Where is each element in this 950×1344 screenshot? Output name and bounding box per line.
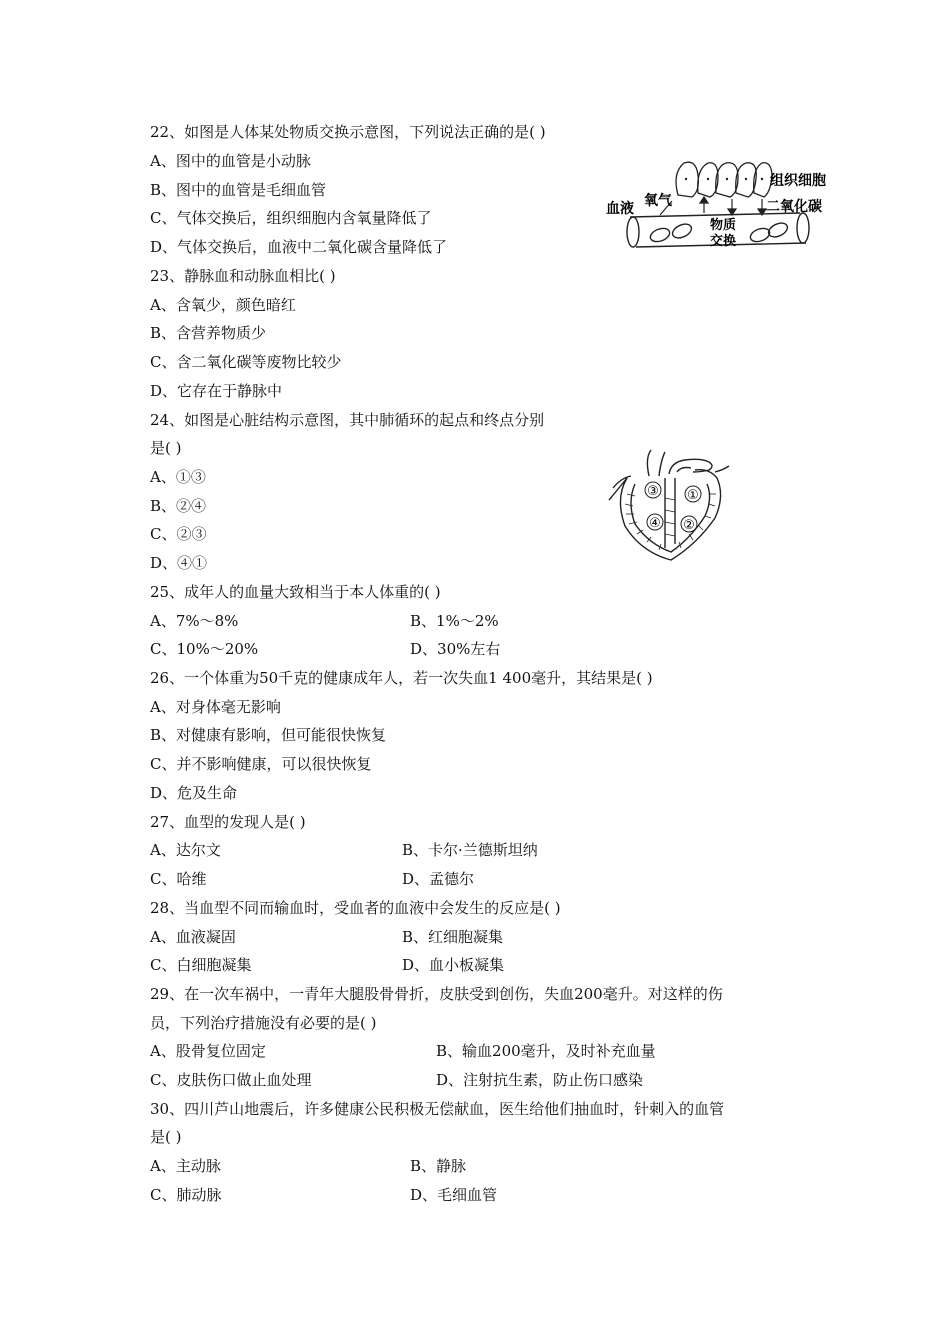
heart-label-3: ③ bbox=[647, 484, 659, 499]
q25-option-c: C、10%～20% bbox=[150, 640, 259, 658]
q29-stem-line2: 员，下列治疗措施没有必要的是( ) bbox=[150, 1014, 377, 1032]
q25-option-a: A、7%～8% bbox=[150, 612, 239, 630]
q26-option-d: D、危及生命 bbox=[150, 784, 238, 802]
figure-label-blood: 血液 bbox=[606, 201, 634, 217]
q27-option-c: C、哈维 bbox=[150, 870, 207, 888]
q29-option-b: B、输血200毫升，及时补充血量 bbox=[436, 1042, 656, 1060]
q29-stem-line1: 29、在一次车祸中，一青年大腿股骨骨折，皮肤受到创伤，失血200毫升。对这样的伤 bbox=[150, 985, 723, 1003]
q24-option-b: B、②④ bbox=[150, 497, 207, 515]
q28-stem: 28、当血型不同而输血时，受血者的血液中会发生的反应是( ) bbox=[150, 899, 561, 917]
q26-option-b: B、对健康有影响，但可能很快恢复 bbox=[150, 726, 387, 744]
q29-option-d: D、注射抗生素，防止伤口感染 bbox=[436, 1071, 644, 1089]
q30-option-a: A、主动脉 bbox=[150, 1157, 221, 1175]
q24-option-c: C、②③ bbox=[150, 525, 207, 543]
q23-option-b: B、含营养物质少 bbox=[150, 324, 267, 342]
q25-option-d: D、30%左右 bbox=[410, 640, 501, 658]
q22-option-c: C、气体交换后，组织细胞内含氧量降低了 bbox=[150, 209, 432, 227]
q24-option-a: A、①③ bbox=[150, 468, 206, 486]
q27-option-d: D、孟德尔 bbox=[402, 870, 475, 888]
q23-stem: 23、静脉血和动脉血相比( ) bbox=[150, 267, 336, 285]
q23-option-a: A、含氧少，颜色暗红 bbox=[150, 296, 296, 314]
material-exchange-figure bbox=[600, 155, 840, 255]
q28-option-b: B、红细胞凝集 bbox=[402, 928, 504, 946]
q26-stem: 26、一个体重为50千克的健康成年人，若一次失血1 400毫升，其结果是( ) bbox=[150, 669, 653, 687]
q30-option-d: D、毛细血管 bbox=[410, 1186, 498, 1204]
q28-option-d: D、血小板凝集 bbox=[402, 956, 505, 974]
q24-stem-line2: 是( ) bbox=[150, 439, 182, 457]
figure-label-exchange: 交换 bbox=[710, 234, 737, 249]
q22-option-a: A、图中的血管是小动脉 bbox=[150, 152, 311, 170]
q28-option-c: C、白细胞凝集 bbox=[150, 956, 252, 974]
q23-option-d: D、它存在于静脉中 bbox=[150, 382, 283, 400]
q24-stem-line1: 24、如图是心脏结构示意图，其中肺循环的起点和终点分别 bbox=[150, 411, 545, 429]
q28-option-a: A、血液凝固 bbox=[150, 928, 236, 946]
q22-stem: 22、如图是人体某处物质交换示意图，下列说法正确的是( ) bbox=[150, 123, 546, 141]
q26-option-c: C、并不影响健康，可以很快恢复 bbox=[150, 755, 372, 773]
figure-label-cells: 组织细胞 bbox=[770, 173, 826, 189]
q30-option-b: B、静脉 bbox=[410, 1157, 467, 1175]
figure-label-oxygen: 氧气 bbox=[644, 193, 672, 209]
q29-option-c: C、皮肤伤口做止血处理 bbox=[150, 1071, 312, 1089]
q23-option-c: C、含二氧化碳等废物比较少 bbox=[150, 353, 342, 371]
figure-label-co2: 二氧化碳 bbox=[766, 199, 822, 215]
heart-label-2: ② bbox=[683, 518, 695, 533]
q27-option-b: B、卡尔·兰德斯坦纳 bbox=[402, 841, 538, 859]
q29-option-a: A、股骨复位固定 bbox=[150, 1042, 266, 1060]
heart-label-1: ① bbox=[687, 488, 699, 503]
heart-structure-figure bbox=[605, 448, 735, 563]
q24-option-d: D、④① bbox=[150, 554, 208, 572]
q30-option-c: C、肺动脉 bbox=[150, 1186, 222, 1204]
q30-stem-line1: 30、四川芦山地震后，许多健康公民积极无偿献血，医生给他们抽血时，针刺入的血管 bbox=[150, 1100, 725, 1118]
q27-option-a: A、达尔文 bbox=[150, 841, 221, 859]
q30-stem-line2: 是( ) bbox=[150, 1128, 182, 1146]
q25-stem: 25、成年人的血量大致相当于本人体重的( ) bbox=[150, 583, 441, 601]
q25-option-b: B、1%～2% bbox=[410, 612, 499, 630]
heart-label-4: ④ bbox=[649, 516, 661, 531]
q22-option-d: D、气体交换后，血液中二氧化碳含量降低了 bbox=[150, 238, 448, 256]
q27-stem: 27、血型的发现人是( ) bbox=[150, 813, 306, 831]
figure-label-material: 物质 bbox=[710, 218, 737, 233]
q22-option-b: B、图中的血管是毛细血管 bbox=[150, 181, 327, 199]
q26-option-a: A、对身体毫无影响 bbox=[150, 698, 281, 716]
